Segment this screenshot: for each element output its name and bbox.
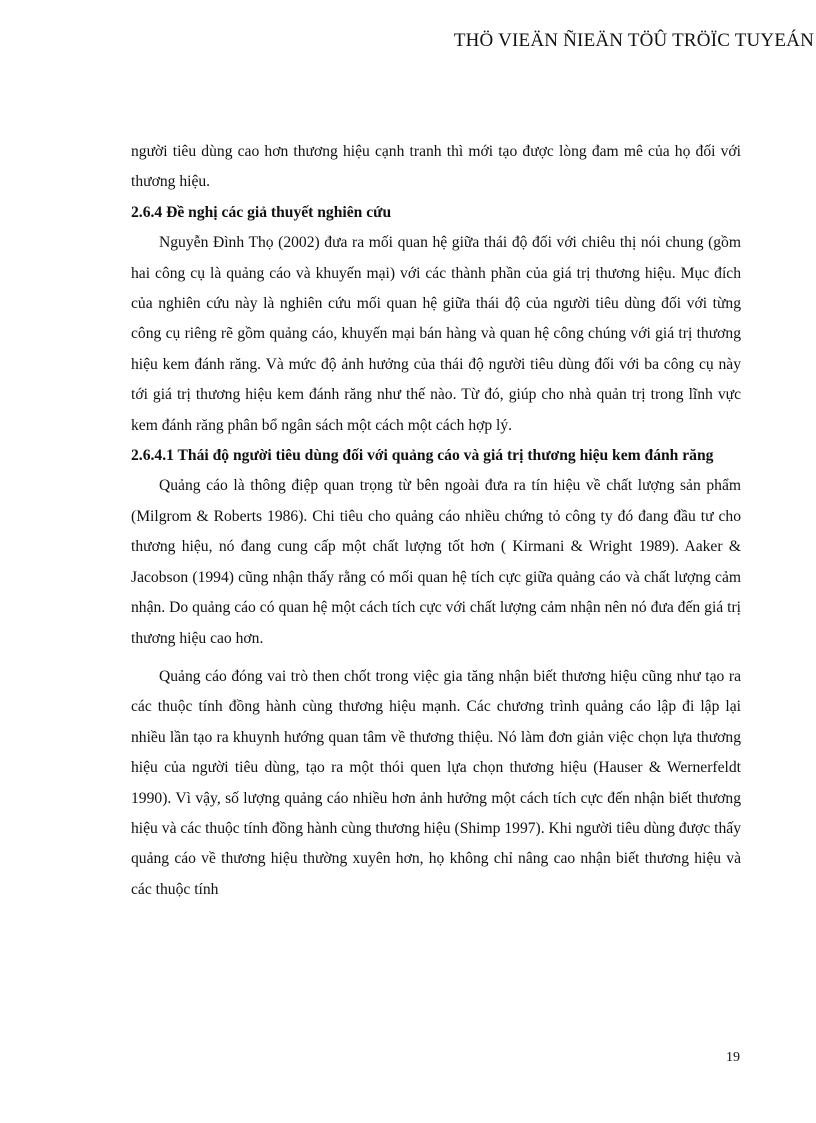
paragraph-continuation: người tiêu dùng cao hơn thương hiệu cạnh tranh thì mới tạo được lòng đam mê của họ đối với thương hiệu. [131, 143, 741, 191]
body-text [131, 137, 741, 905]
paragraph: Quảng cáo đóng vai trò then chốt trong việc gia tăng nhận biết thương hiệu cũng như tạo ra các thuộc tính đồng hành cùng thương hiệu mạnh. Các chương trình quảng cáo lập đi lập lại nhiều lần tạo ra khuynh hướng quan tâm về thương thiệu. Nó làm đơn giản việc chọn lựa thương hiệu của người tiêu dùng, tạo ra một thói quen lựa chọn thương hiệu (Hauser & Wernerfeldt 1990). Vì vậy, số lượng quảng cáo nhiều hơn ảnh hưởng một cách tích cực đến nhận biết thương hiệu và các thuộc tính đồng hành cùng thương hiệu (Shimp 1997). Khi người tiêu dùng được thấy quảng cáo về thương hiệu thường xuyên hơn, họ không chỉ nâng cao nhận biết thương hiệu và các thuộc tính [131, 667, 741, 898]
paragraph: Quảng cáo là thông điệp quan trọng từ bên ngoài đưa ra tín hiệu về chất lượng sản phẩm (Milgrom & Roberts 1986). Chi tiêu cho quảng cáo nhiều chứng tỏ công ty đó đang đầu tư cho thương hiệu, nó đang cung cấp một chất lượng tốt hơn ( Kirmani & Wright 1989). Aaker & Jacobson (1994) cũng nhận thấy rằng có mối quan hệ tích cực giữa quảng cáo và chất lượng cảm nhận. Do quảng cáo có quan hệ một cách tích cực với chất lượng cảm nhận nên nó đưa đến giá trị thương hiệu cao hơn. [131, 477, 741, 647]
page-number: 19 [726, 1050, 740, 1065]
running-header: THÖ VIEÄN ÑIEÄN TÖÛ TRÖÏC TUYEÁN [453, 30, 814, 51]
subsection-heading: 2.6.4.1 Thái độ người tiêu dùng đối với quảng cáo và giá trị thương hiệu kem đánh răng [131, 447, 714, 465]
paragraph: Nguyễn Đình Thọ (2002) đưa ra mối quan hệ giữa thái độ đối với chiêu thị nói chung (gồm hai công cụ là quảng cáo và khuyến mại) với các thành phần của giá trị thương hiệu. Mục đích của nghiên cứu này là nghiên cứu mối quan hệ giữa thái độ của người tiêu dùng đối với từng công cụ riêng rẽ gồm quảng cáo, khuyến mại bán hàng và quan hệ công chúng với giá trị thương hiệu kem đánh răng. Và mức độ ảnh hưởng của thái độ người tiêu dùng đối với ba công cụ này tới giá trị thương hiệu kem đánh răng như thế nào. Từ đó, giúp cho nhà quản trị trong lĩnh vực kem đánh răng phân bổ ngân sách một cách một cách hợp lý. [131, 234, 741, 434]
section-heading: 2.6.4 Đề nghị các giả thuyết nghiên cứu [131, 203, 392, 221]
